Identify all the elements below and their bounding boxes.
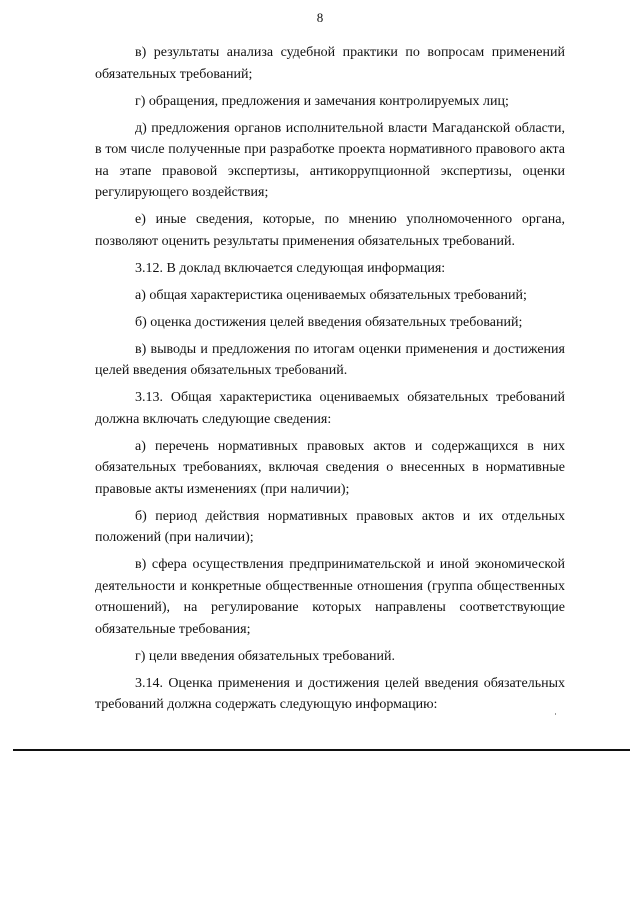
document-body	[95, 42, 565, 721]
page-bottom-rule	[13, 749, 630, 751]
paragraph-3-13-b: б) период действия нормативных правовых актов и их отдельных положений (при наличии);	[95, 508, 565, 545]
section-3-12-heading: 3.12. В доклад включается следующая информация:	[135, 260, 446, 276]
paragraph-d-proposals: д) предложения органов исполнительной власти Магаданской области, в том числе полученные при разработке проекта нормативного правового акта на этапе правовой экспертизы, антикоррупционной экспертизы, оценки регулирующего воздействия;	[95, 120, 565, 200]
page-number: 8	[316, 10, 324, 25]
paragraph-3-12-b: б) оценка достижения целей введения обязательных требований;	[135, 314, 523, 330]
paragraph-g-appeals: г) обращения, предложения и замечания контролируемых лиц;	[135, 93, 509, 109]
paragraph-3-13-v: в) сфера осуществления предпринимательской и иной экономической деятельности и конкретные общественные отношения (группа общественных отношений), на регулирование которых направлены соответствующие обязательные требования;	[95, 557, 565, 637]
scan-speck	[555, 713, 556, 715]
paragraph-3-12-v: в) выводы и предложения по итогам оценки применения и достижения целей введения обязательных требований.	[95, 341, 565, 378]
paragraph-3-12-a: а) общая характеристика оцениваемых обязательных требований;	[135, 287, 527, 303]
paragraph-3-13-a: а) перечень нормативных правовых актов и содержащихся в них обязательных требованиях, включая сведения о внесенных в нормативные правовые акты изменениях (при наличии);	[95, 438, 565, 497]
paragraph-v-court-practice: в) результаты анализа судебной практики по вопросам применений обязательных требований;	[95, 45, 565, 82]
paragraph-e-other-info: е) иные сведения, которые, по мнению уполномоченного органа, позволяют оценить результаты применения обязательных требований.	[95, 212, 565, 249]
section-3-13-heading: 3.13. Общая характеристика оцениваемых обязательных требований должна включать следующие сведения:	[95, 390, 565, 427]
paragraph-3-13-g: г) цели введения обязательных требований.	[135, 648, 395, 664]
section-3-14-heading: 3.14. Оценка применения и достижения целей введения обязательных требований должна содержать следующую информацию:	[95, 675, 565, 712]
